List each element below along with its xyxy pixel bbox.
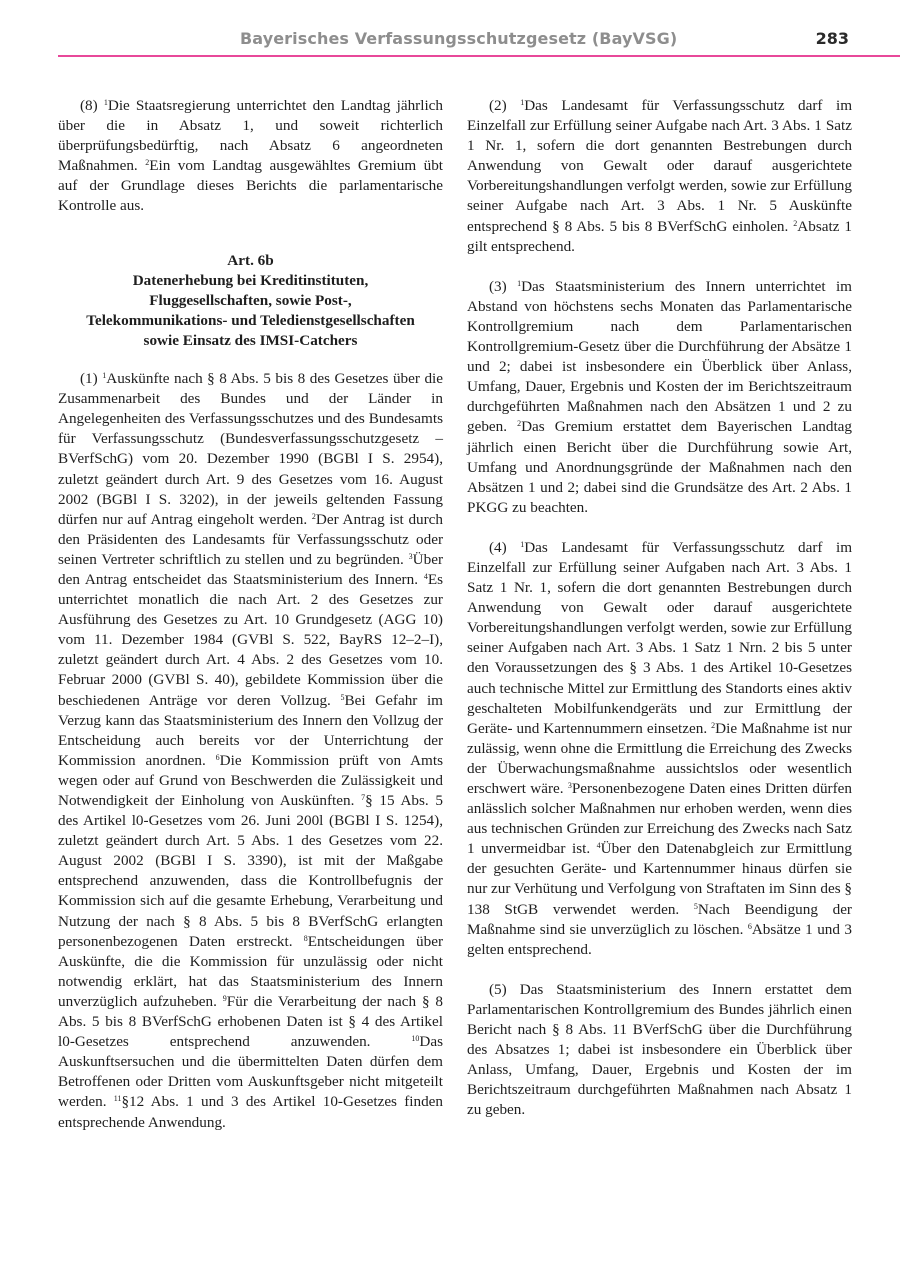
sentence-number: 6 [747, 921, 752, 931]
sentence: Das Auskunftsersuchen und die übermittelten Daten dürfen dem Betroffenen oder Dritten vom Auskunftsgeber nicht mitgeteilt werden. [58, 1033, 443, 1111]
sentence-number: 9 [222, 993, 227, 1003]
paragraph-label: (5) [489, 980, 507, 998]
page-header [58, 0, 900, 57]
paragraph-label: (8) [80, 97, 98, 114]
sentence: Die Kommission prüft von Amts wegen oder auf Grund von Beschwerden die Zulässigkeit und Notwendigkeit der Einholung von Auskünften. [58, 751, 443, 809]
sentence: Absätze 1 und 3 gelten entsprechend. [467, 920, 852, 958]
paragraph-label: (2) [489, 97, 507, 114]
paragraph-5 [467, 980, 852, 1121]
sentence-number: 2 [145, 158, 150, 168]
sentence: Der Antrag ist durch den Präsidenten des Landesamts für Verfassungsschutz oder seinen Vertreter schriftlich zu stellen und zu begründen. [58, 510, 444, 568]
sentence: Über den Antrag entscheidet das Staatsministerium des Innern. [58, 550, 444, 588]
paragraph-label: (3) [489, 277, 507, 295]
sentence-number: 3 [567, 781, 572, 790]
sentence: Absatz 1 gilt entsprechend. [467, 217, 852, 255]
sentence-number: 2 [793, 218, 798, 228]
sentence-number: 11 [113, 1094, 122, 1104]
sentence: Das Landesamt für Verfassungsschutz darf im Einzelfall zur Erfüllung seiner Aufgaben nach Art. 3 Abs. 1 Satz 1 Nr. 1, sofern die dort genannten Bestrebungen durch Anwendung von Gewalt oder darauf ausgerichtete Vorbereitungshandlungen verfolgt werden, sowie zur Erfüllung seiner Aufgaben nach Art. 3 Abs. 1 Satz 1 Nrn. 2 bis 5 unter den Voraussetzungen des § 3 Abs. 1 des Artikel 10-Gesetzes auch technische Mittel zur Ermittlung des Standorts eines aktiv geschalteten Mobilfunkendgeräts und zur Ermittlung der Geräte- und Kartennummern einsetzen. [467, 538, 853, 737]
sentence: Ein vom Landtag ausgewähltes Gremium übt auf der Grundlage dieses Berichts die parlamentarische Kontrolle aus. [58, 157, 444, 215]
page-number: 283 [815, 29, 849, 48]
sentence: Für die Verarbeitung der nach § 8 Abs. 5 bis 8 BVerfSchG erhobenen Daten ist § 4 des Artikel l0-Gesetzes entsprechend anzuwenden. [58, 992, 444, 1051]
sentence: §12 Abs. 1 und 3 des Artikel 10-Gesetzes finden entsprechende Anwendung. [58, 1093, 444, 1131]
sentence: Das Landesamt für Verfassungsschutz darf im Einzelfall zur Erfüllung seiner Aufgabe nach Art. 3 Abs. 1 Satz 1 Nr. 1, sofern die dort genannten Bestrebungen durch Anwendung von Gewalt oder darauf ausgerichtete Vorbereitungshandlungen verfolgt werden, sowie zur Erfüllung seiner Aufgabe nach Art. 3 Abs. 1 Nr. 5 Auskünfte entsprechend § 8 Abs. 5 bis 8 BVerfSchG einholen. [467, 97, 853, 235]
left-column [58, 96, 443, 1133]
sentence: Auskünfte nach § 8 Abs. 5 bis 8 des Gesetzes über die Zusammenarbeit des Bundes und der Länder in Angelegenheiten des Verfassungsschutzes und des Bundesamts für Verfassungsschutz (Bundesverfassungsschutzgesetz – BVerfSchG) vom 20. Dezember 1990 (BGBl I S. 2954), zuletzt geändert durch Art. 9 des Gesetzes vom 16. August 2002 (BGBl I S. 3202), in der jeweils geltenden Fassung dürfen nur auf Antrag eingeholt werden. [58, 370, 444, 528]
paragraph-1 [58, 369, 443, 1133]
running-title: Bayerisches Verfassungsschutzgesetz (BayVSG) [240, 29, 678, 48]
article-title: Datenerhebung bei Kreditinstituten, Fluggesellschaften, sowie Post-, Telekommunikations- und Teledienstgesellschaften sowie Einsatz des IMSI-Catchers [86, 271, 415, 349]
sentence-number: 8 [303, 933, 308, 943]
sentence: Personenbezogene Daten eines Dritten dürfen anlässlich solcher Maßnahmen nur erhoben werden, wenn dies aus technischen Gründen zur Erreichung des Zwecks nach Satz 1 unvermeidbar ist. [467, 780, 852, 858]
sentence-number: 5 [693, 901, 698, 911]
article-heading [58, 251, 443, 351]
paragraph-label: (1) [80, 370, 98, 388]
sentence: Über den Datenabgleich zur Ermittlung der gesuchten Geräte- und Kartennummer hinaus dürfen sie nur zur Verhütung und Verfolgung von Straftaten im Sinn des § 138 StGB verwendet werden. [467, 840, 852, 918]
paragraph-8 [58, 96, 443, 217]
sentence-number: 1 [520, 98, 525, 107]
paragraph-label: (4) [489, 538, 507, 556]
sentence-number: 4 [423, 571, 428, 581]
sentence: Das Gremium erstattet dem Bayerischen Landtag jährlich einen Bericht über die Durchführung sowie Art, Umfang und Anordnungsgründe der Maßnahmen nach den Absätzen 1 und 2; dabei sind die Grundsätze des Art. 2 Abs. 1 PKGG zu beachten. [467, 418, 852, 516]
sentence: Die Staatsregierung unterrichtet den Landtag jährlich über die in Absatz 1, und soweit richterlich überprüfungsbedürftig, nach Absatz 6 angeordneten Maßnahmen. [58, 97, 443, 175]
article-number: Art. 6b [227, 251, 274, 269]
sentence: § 15 Abs. 5 des Artikel l0-Gesetzes vom 26. Juni 200l (BGBl I S. 1254), zuletzt geändert durch Art. 5 Abs. 1 des Gesetzes vom 22. August 2002 (BGBl I S. 3390), ist mit der Maßgabe entsprechend anzuwenden, dass die Kontrollbefugnis der Kommission sich auf die gesamte Erhebung, Verarbeitung und Nutzung der nach § 8 Abs. 5 bis 8 BVerfSchG erlangten personenbezogenen Daten erstreckt. [58, 792, 444, 950]
sentence-number: 1 [103, 98, 108, 107]
right-column [467, 96, 852, 1121]
sentence: Entscheidungen über Auskünfte, die die Kommission für unzulässig oder nicht notwendig erklärt, hat das Staatsministerium des Innern unverzüglich aufzuheben. [58, 932, 443, 1010]
sentence-number: 6 [215, 752, 220, 762]
paragraph-3 [467, 277, 852, 518]
sentence: Die Maßnahme ist nur zulässig, wenn ohne die Ermittlung die Erreichung des Zwecks der Überwachungsmaßnahme aussichtslos oder wesentlich erschwert wäre. [467, 719, 852, 797]
paragraph-4 [467, 538, 852, 960]
sentence-number: 4 [596, 841, 601, 851]
sentence-number: 2 [311, 511, 316, 521]
sentence: Nach Beendigung der Maßnahme sind sie unverzüglich zu löschen. [467, 900, 852, 938]
sentence-number: 5 [340, 692, 345, 702]
sentence-number: 1 [517, 278, 522, 288]
sentence-number: 1 [520, 539, 525, 549]
sentence: Das Staatsministerium des Innern unterrichtet im Abstand von höchstens sechs Monaten das Parlamentarische Kontrollgremium nach dem Parlamentarischen Kontrollgremium-Gesetz über die Durchführung der Absätze 1 und 2; dabei ist insbesondere ein Überblick über Anlass, Umfang, Dauer, Ergebnis und Kosten der im Berichtszeitraum durchgeführten Maßnahmen nach den Absätzen 1 und 2 zu geben. [467, 277, 852, 436]
sentence-number: 3 [408, 551, 413, 561]
sentence: Das Staatsministerium des Innern erstattet dem Parlamentarischen Kontrollgremium des Bundes jährlich einen Bericht nach § 8 Abs. 11 BVerfSchG über die Durchführung des Absatzes 1; dabei ist insbesondere ein Überblick über Anlass, Umfang, Dauer, Ergebnis und Kosten der im Berichtszeitraum durchgeführten Maßnahmen nach Absatz 1 zu geben. [467, 980, 852, 1119]
sentence-number: 1 [102, 371, 107, 381]
paragraph-2 [467, 96, 852, 257]
sentence-number: 2 [517, 419, 522, 429]
sentence: Es unterrichtet monatlich die nach Art. 2 des Gesetzes zur Ausführung des Gesetzes zu Art. 10 Grundgesetz (AGG 10) vom 11. Dezember 1984 (GVBl S. 522, BayRS 12–2–I), zuletzt geändert durch Art. 4 Abs. 2 des Gesetzes vom 10. Februar 2000 (GVBl S. 40), gebildete Kommission über die beschiedenen Anträge vor deren Vollzug. [58, 570, 444, 709]
sentence-number: 7 [361, 793, 366, 802]
sentence-number: 10 [411, 1034, 420, 1044]
sentence: Bei Gefahr im Verzug kann das Staatsministerium des Innern den Vollzug der Entscheidung auch bereits vor der Unterrichtung der Kommission anordnen. [58, 691, 443, 769]
sentence-number: 2 [711, 720, 716, 730]
